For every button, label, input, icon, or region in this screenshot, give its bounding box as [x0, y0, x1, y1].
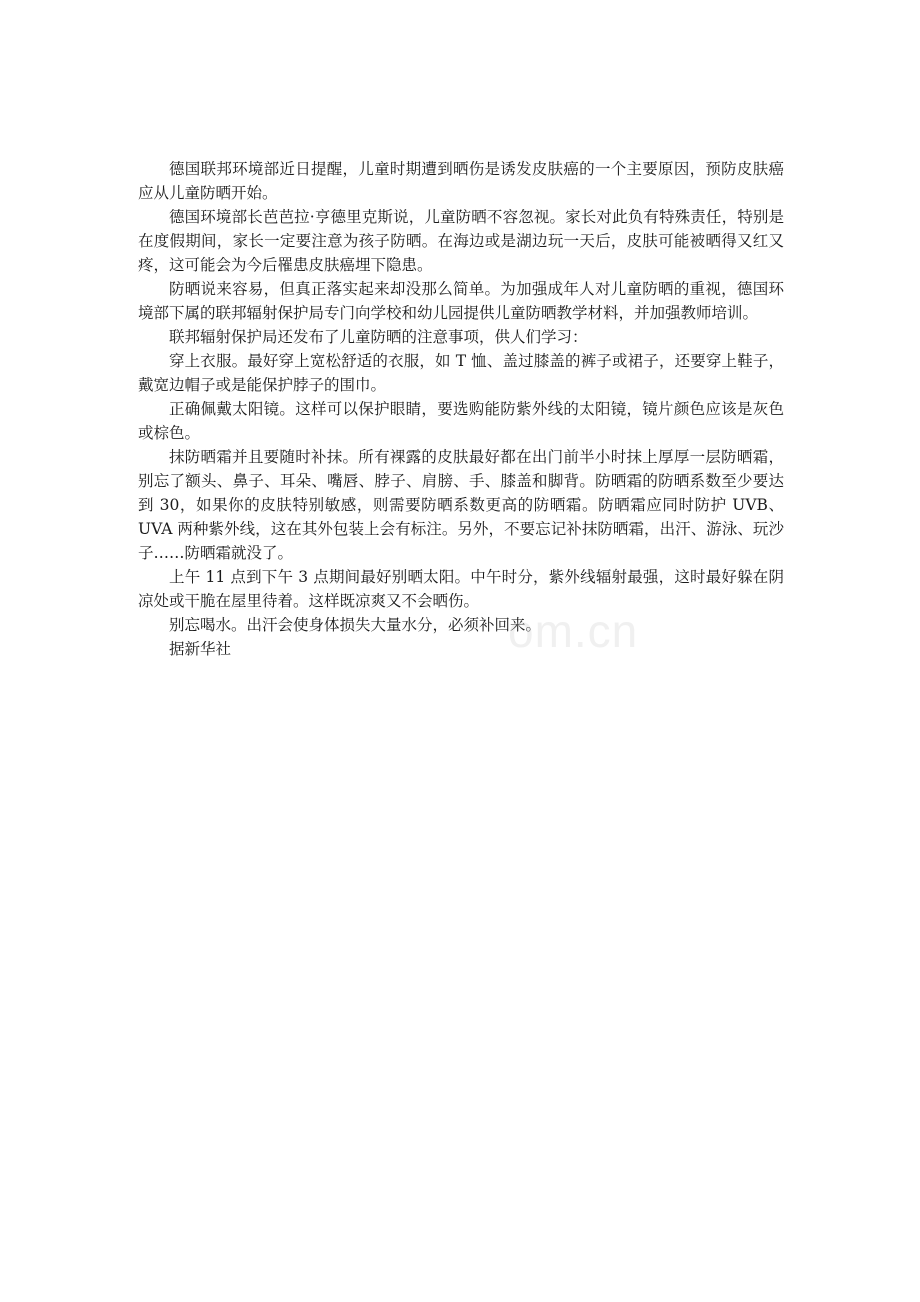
paragraph-tip-water: 别忘喝水。出汗会使身体损失大量水分，必须补回来。	[169, 616, 542, 634]
paragraph-tip-midday: 上午 11 点到下午 3 点期间最好别晒太阳。中午时分，紫外线辐射最强，这时最好躲在阴凉处或干脆在屋里待着。这样既凉爽又不会晒伤。	[138, 568, 784, 610]
paragraph-tip-sunscreen: 抹防晒霜并且要随时补抹。所有裸露的皮肤最好都在出门前半小时抹上厚厚一层防晒霜，别忘了额头、鼻子、耳朵、嘴唇、脖子、肩膀、手、膝盖和脚背。防晒霜的防晒系数至少要达到 30，如果你的皮肤特别敏感，则需要防晒系数更高的防晒霜。防晒霜应同时防护 UVB、UVA 两种紫外线，这在其外包装上会有标注。另外，不要忘记补抹防晒霜，出汗、游泳、玩沙子……防晒霜就没了。	[138, 448, 784, 562]
paragraph-tips-intro: 联邦辐射保护局还发布了儿童防晒的注意事项，供人们学习：	[169, 328, 588, 346]
paragraph-intro: 德国联邦环境部近日提醒，儿童时期遭到晒伤是诱发皮肤癌的一个主要原因，预防皮肤癌应从儿童防晒开始。	[138, 160, 784, 202]
paragraph-tip-sunglasses: 正确佩戴太阳镜。这样可以保护眼睛，要选购能防紫外线的太阳镜，镜片颜色应该是灰色或棕色。	[138, 400, 784, 442]
paragraph-source: 据新华社	[169, 640, 232, 658]
paragraph-tip-clothing: 穿上衣服。最好穿上宽松舒适的衣服，如 T 恤、盖过膝盖的裤子或裙子，还要穿上鞋子，戴宽边帽子或是能保护脖子的围巾。	[138, 352, 784, 394]
watermark: om.cn	[508, 605, 639, 657]
paragraph-education: 防晒说来容易，但真正落实起来却没那么简单。为加强成年人对儿童防晒的重视，德国环境部下属的联邦辐射保护局专门向学校和幼儿园提供儿童防晒教学材料，并加强教师培训。	[138, 280, 784, 322]
article-body	[138, 157, 784, 661]
paragraph-minister-quote: 德国环境部长芭芭拉·亨德里克斯说，儿童防晒不容忽视。家长对此负有特殊责任，特别是在度假期间，家长一定要注意为孩子防晒。在海边或是湖边玩一天后，皮肤可能被晒得又红又疼，这可能会为今后罹患皮肤癌埋下隐患。	[138, 208, 784, 274]
